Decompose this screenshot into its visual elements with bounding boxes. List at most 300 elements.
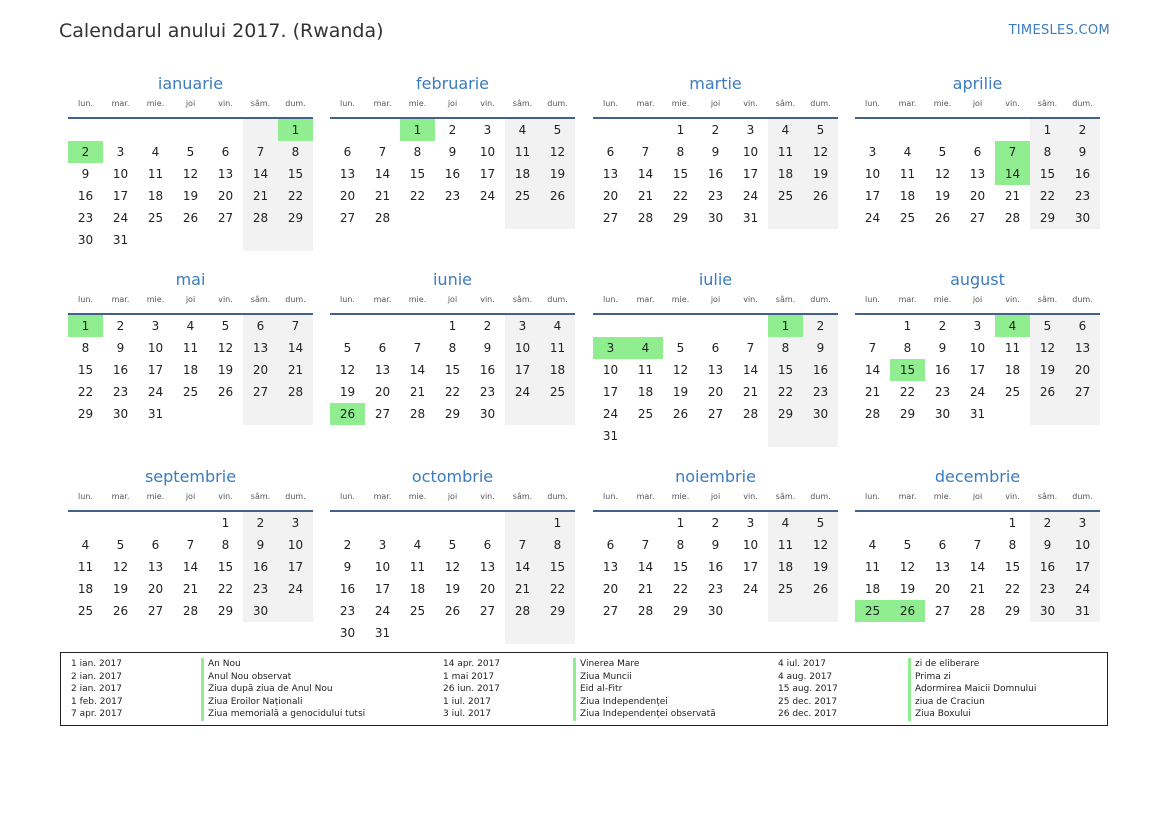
day-cell[interactable]: 15 xyxy=(77,363,94,377)
day-cell[interactable]: 23 xyxy=(444,189,461,203)
day-cell[interactable]: 24 xyxy=(864,211,881,225)
day-cell[interactable]: 11 xyxy=(505,141,540,163)
day-cell[interactable]: 15 xyxy=(672,167,689,181)
day-cell[interactable]: 19 xyxy=(217,363,234,377)
day-cell[interactable]: 25 xyxy=(768,578,803,600)
day-cell[interactable]: 12 xyxy=(217,341,234,355)
day-cell[interactable]: 2 xyxy=(803,315,838,337)
day-cell[interactable]: 4 xyxy=(186,319,195,333)
day-cell[interactable]: 23 xyxy=(803,381,838,403)
day-cell[interactable]: 20 xyxy=(1065,359,1100,381)
day-cell[interactable]: 21 xyxy=(1004,189,1021,203)
day-cell[interactable]: 9 xyxy=(343,560,352,574)
day-cell[interactable]: 11 xyxy=(182,341,199,355)
day-cell[interactable]: 8 xyxy=(903,341,912,355)
day-cell[interactable]: 6 xyxy=(378,341,387,355)
day-cell[interactable]: 27 xyxy=(339,211,356,225)
day-cell[interactable]: 2 xyxy=(243,512,278,534)
day-cell[interactable]: 28 xyxy=(969,604,986,618)
day-cell[interactable]: 22 xyxy=(278,185,313,207)
day-cell[interactable]: 1 xyxy=(768,315,803,337)
day-cell[interactable]: 20 xyxy=(479,582,496,596)
day-cell[interactable]: 23 xyxy=(243,578,278,600)
day-cell[interactable]: 18 xyxy=(1004,363,1021,377)
day-cell[interactable]: 19 xyxy=(672,385,689,399)
day-cell[interactable]: 25 xyxy=(768,185,803,207)
day-cell[interactable]: 24 xyxy=(602,407,619,421)
day-cell[interactable]: 22 xyxy=(217,582,234,596)
day-cell[interactable]: 20 xyxy=(602,189,619,203)
day-cell[interactable]: 24 xyxy=(505,381,540,403)
day-cell[interactable]: 30 xyxy=(77,233,94,247)
day-cell[interactable]: 1 xyxy=(448,319,457,333)
day-cell[interactable]: 16 xyxy=(339,582,356,596)
day-cell[interactable]: 15 xyxy=(278,163,313,185)
day-cell[interactable]: 19 xyxy=(540,163,575,185)
day-cell[interactable]: 27 xyxy=(243,381,278,403)
day-cell[interactable]: 13 xyxy=(602,560,619,574)
day-cell[interactable]: 22 xyxy=(672,189,689,203)
day-cell[interactable]: 11 xyxy=(77,560,94,574)
day-cell[interactable]: 10 xyxy=(602,363,619,377)
day-cell[interactable]: 25 xyxy=(409,604,426,618)
day-cell[interactable]: 21 xyxy=(637,582,654,596)
day-cell[interactable]: 4 xyxy=(768,512,803,534)
day-cell[interactable]: 23 xyxy=(77,211,94,225)
day-cell[interactable]: 18 xyxy=(637,385,654,399)
brand-link[interactable]: TIMESLES.COM xyxy=(1008,23,1110,38)
day-cell[interactable]: 11 xyxy=(409,560,426,574)
day-cell[interactable]: 19 xyxy=(803,556,838,578)
day-cell[interactable]: 25 xyxy=(1004,385,1021,399)
day-cell[interactable]: 29 xyxy=(1030,207,1065,229)
day-cell[interactable]: 10 xyxy=(969,341,986,355)
day-cell[interactable]: 30 xyxy=(934,407,951,421)
day-cell[interactable]: 17 xyxy=(742,167,759,181)
day-cell[interactable]: 30 xyxy=(112,407,129,421)
day-cell[interactable]: 3 xyxy=(505,315,540,337)
day-cell[interactable]: 29 xyxy=(768,403,803,425)
day-cell[interactable]: 26 xyxy=(803,578,838,600)
day-cell[interactable]: 20 xyxy=(147,582,164,596)
day-cell[interactable]: 29 xyxy=(77,407,94,421)
day-cell[interactable]: 26 xyxy=(672,407,689,421)
day-cell[interactable]: 27 xyxy=(602,211,619,225)
day-cell[interactable]: 9 xyxy=(448,145,457,159)
day-cell[interactable]: 10 xyxy=(374,560,391,574)
day-cell[interactable]: 19 xyxy=(899,582,916,596)
day-cell[interactable]: 1 xyxy=(68,315,103,337)
day-cell[interactable]: 15 xyxy=(672,560,689,574)
day-cell[interactable]: 27 xyxy=(707,407,724,421)
day-cell[interactable]: 10 xyxy=(864,167,881,181)
day-cell[interactable]: 31 xyxy=(969,407,986,421)
day-cell[interactable]: 4 xyxy=(768,119,803,141)
day-cell[interactable]: 18 xyxy=(147,189,164,203)
day-cell[interactable]: 27 xyxy=(602,604,619,618)
day-cell[interactable]: 28 xyxy=(409,407,426,421)
day-cell[interactable]: 15 xyxy=(1004,560,1021,574)
day-cell[interactable]: 26 xyxy=(112,604,129,618)
day-cell[interactable]: 7 xyxy=(746,341,755,355)
day-cell[interactable]: 4 xyxy=(81,538,90,552)
day-cell[interactable]: 17 xyxy=(374,582,391,596)
day-cell[interactable]: 19 xyxy=(182,189,199,203)
day-cell[interactable]: 1 xyxy=(540,512,575,534)
day-cell[interactable]: 4 xyxy=(540,315,575,337)
day-cell[interactable]: 27 xyxy=(969,211,986,225)
day-cell[interactable]: 16 xyxy=(243,556,278,578)
day-cell[interactable]: 9 xyxy=(711,538,720,552)
day-cell[interactable]: 17 xyxy=(112,189,129,203)
day-cell[interactable]: 17 xyxy=(278,556,313,578)
day-cell[interactable]: 14 xyxy=(969,560,986,574)
day-cell[interactable]: 5 xyxy=(803,119,838,141)
day-cell[interactable]: 18 xyxy=(768,556,803,578)
day-cell[interactable]: 13 xyxy=(707,363,724,377)
day-cell[interactable]: 26 xyxy=(934,211,951,225)
day-cell[interactable]: 1 xyxy=(278,119,313,141)
day-cell[interactable]: 14 xyxy=(742,363,759,377)
day-cell[interactable]: 25 xyxy=(182,385,199,399)
day-cell[interactable]: 15 xyxy=(444,363,461,377)
day-cell[interactable]: 28 xyxy=(637,211,654,225)
day-cell[interactable]: 22 xyxy=(768,381,803,403)
day-cell[interactable]: 22 xyxy=(540,578,575,600)
day-cell[interactable]: 13 xyxy=(1065,337,1100,359)
day-cell[interactable]: 13 xyxy=(479,560,496,574)
day-cell[interactable]: 25 xyxy=(77,604,94,618)
day-cell[interactable]: 14 xyxy=(995,163,1030,185)
day-cell[interactable]: 6 xyxy=(221,145,230,159)
day-cell[interactable]: 22 xyxy=(899,385,916,399)
day-cell[interactable]: 18 xyxy=(505,163,540,185)
day-cell[interactable]: 2 xyxy=(343,538,352,552)
day-cell[interactable]: 4 xyxy=(903,145,912,159)
day-cell[interactable]: 3 xyxy=(868,145,877,159)
day-cell[interactable]: 23 xyxy=(1065,185,1100,207)
day-cell[interactable]: 17 xyxy=(505,359,540,381)
day-cell[interactable]: 8 xyxy=(81,341,90,355)
day-cell[interactable]: 30 xyxy=(1065,207,1100,229)
day-cell[interactable]: 6 xyxy=(973,145,982,159)
day-cell[interactable]: 3 xyxy=(278,512,313,534)
day-cell[interactable]: 13 xyxy=(147,560,164,574)
day-cell[interactable]: 4 xyxy=(628,337,663,359)
day-cell[interactable]: 7 xyxy=(186,538,195,552)
day-cell[interactable]: 5 xyxy=(186,145,195,159)
day-cell[interactable]: 2 xyxy=(448,123,457,137)
day-cell[interactable]: 15 xyxy=(217,560,234,574)
day-cell[interactable]: 3 xyxy=(483,123,492,137)
day-cell[interactable]: 29 xyxy=(1004,604,1021,618)
day-cell[interactable]: 16 xyxy=(479,363,496,377)
day-cell[interactable]: 24 xyxy=(479,189,496,203)
day-cell[interactable]: 25 xyxy=(637,407,654,421)
day-cell[interactable]: 21 xyxy=(182,582,199,596)
day-cell[interactable]: 10 xyxy=(742,145,759,159)
day-cell[interactable]: 23 xyxy=(934,385,951,399)
day-cell[interactable]: 27 xyxy=(147,604,164,618)
day-cell[interactable]: 12 xyxy=(803,534,838,556)
day-cell[interactable]: 2 xyxy=(1030,512,1065,534)
day-cell[interactable]: 5 xyxy=(903,538,912,552)
day-cell[interactable]: 24 xyxy=(969,385,986,399)
day-cell[interactable]: 3 xyxy=(378,538,387,552)
day-cell[interactable]: 16 xyxy=(707,167,724,181)
day-cell[interactable]: 5 xyxy=(1030,315,1065,337)
day-cell[interactable]: 19 xyxy=(112,582,129,596)
day-cell[interactable]: 21 xyxy=(742,385,759,399)
day-cell[interactable]: 3 xyxy=(973,319,982,333)
day-cell[interactable]: 23 xyxy=(707,189,724,203)
day-cell[interactable]: 1 xyxy=(903,319,912,333)
day-cell[interactable]: 1 xyxy=(1008,516,1017,530)
day-cell[interactable]: 20 xyxy=(969,189,986,203)
day-cell[interactable]: 28 xyxy=(182,604,199,618)
day-cell[interactable]: 27 xyxy=(479,604,496,618)
day-cell[interactable]: 4 xyxy=(868,538,877,552)
day-cell[interactable]: 2 xyxy=(483,319,492,333)
day-cell[interactable]: 12 xyxy=(112,560,129,574)
day-cell[interactable]: 1 xyxy=(676,516,685,530)
day-cell[interactable]: 11 xyxy=(864,560,881,574)
day-cell[interactable]: 4 xyxy=(151,145,160,159)
day-cell[interactable]: 9 xyxy=(483,341,492,355)
day-cell[interactable]: 3 xyxy=(746,516,755,530)
day-cell[interactable]: 2 xyxy=(711,516,720,530)
day-cell[interactable]: 8 xyxy=(413,145,422,159)
day-cell[interactable]: 6 xyxy=(606,538,615,552)
day-cell[interactable]: 6 xyxy=(151,538,160,552)
day-cell[interactable]: 17 xyxy=(1065,556,1100,578)
day-cell[interactable]: 16 xyxy=(934,363,951,377)
day-cell[interactable]: 6 xyxy=(1065,315,1100,337)
day-cell[interactable]: 28 xyxy=(243,207,278,229)
day-cell[interactable]: 31 xyxy=(742,211,759,225)
day-cell[interactable]: 11 xyxy=(147,167,164,181)
day-cell[interactable]: 29 xyxy=(899,407,916,421)
day-cell[interactable]: 20 xyxy=(707,385,724,399)
day-cell[interactable]: 23 xyxy=(339,604,356,618)
day-cell[interactable]: 21 xyxy=(864,385,881,399)
day-cell[interactable]: 14 xyxy=(182,560,199,574)
day-cell[interactable]: 1 xyxy=(676,123,685,137)
day-cell[interactable]: 15 xyxy=(1030,163,1065,185)
day-cell[interactable]: 14 xyxy=(637,167,654,181)
day-cell[interactable]: 13 xyxy=(339,167,356,181)
day-cell[interactable]: 10 xyxy=(479,145,496,159)
day-cell[interactable]: 13 xyxy=(243,337,278,359)
day-cell[interactable]: 26 xyxy=(217,385,234,399)
day-cell[interactable]: 15 xyxy=(540,556,575,578)
day-cell[interactable]: 26 xyxy=(1030,381,1065,403)
day-cell[interactable]: 3 xyxy=(1065,512,1100,534)
day-cell[interactable]: 27 xyxy=(1065,381,1100,403)
day-cell[interactable]: 28 xyxy=(864,407,881,421)
day-cell[interactable]: 17 xyxy=(479,167,496,181)
day-cell[interactable]: 4 xyxy=(995,315,1030,337)
day-cell[interactable]: 14 xyxy=(864,363,881,377)
day-cell[interactable]: 9 xyxy=(1030,534,1065,556)
day-cell[interactable]: 25 xyxy=(540,381,575,403)
day-cell[interactable]: 9 xyxy=(1065,141,1100,163)
day-cell[interactable]: 17 xyxy=(969,363,986,377)
day-cell[interactable]: 21 xyxy=(505,578,540,600)
day-cell[interactable]: 2 xyxy=(116,319,125,333)
day-cell[interactable]: 14 xyxy=(409,363,426,377)
day-cell[interactable]: 5 xyxy=(343,341,352,355)
day-cell[interactable]: 14 xyxy=(505,556,540,578)
day-cell[interactable]: 30 xyxy=(479,407,496,421)
day-cell[interactable]: 20 xyxy=(934,582,951,596)
day-cell[interactable]: 16 xyxy=(707,560,724,574)
day-cell[interactable]: 6 xyxy=(711,341,720,355)
day-cell[interactable]: 5 xyxy=(116,538,125,552)
day-cell[interactable]: 22 xyxy=(444,385,461,399)
day-cell[interactable]: 19 xyxy=(803,163,838,185)
day-cell[interactable]: 29 xyxy=(540,600,575,622)
day-cell[interactable]: 5 xyxy=(803,512,838,534)
day-cell[interactable]: 1 xyxy=(221,516,230,530)
day-cell[interactable]: 21 xyxy=(409,385,426,399)
day-cell[interactable]: 31 xyxy=(374,626,391,640)
day-cell[interactable]: 13 xyxy=(969,167,986,181)
day-cell[interactable]: 24 xyxy=(112,211,129,225)
day-cell[interactable]: 1 xyxy=(1030,119,1065,141)
day-cell[interactable]: 11 xyxy=(899,167,916,181)
day-cell[interactable]: 8 xyxy=(1030,141,1065,163)
day-cell[interactable]: 7 xyxy=(505,534,540,556)
day-cell[interactable]: 7 xyxy=(278,315,313,337)
day-cell[interactable]: 3 xyxy=(116,145,125,159)
day-cell[interactable]: 19 xyxy=(1030,359,1065,381)
day-cell[interactable]: 30 xyxy=(243,600,278,622)
day-cell[interactable]: 2 xyxy=(711,123,720,137)
day-cell[interactable]: 15 xyxy=(768,359,803,381)
day-cell[interactable]: 19 xyxy=(444,582,461,596)
day-cell[interactable]: 30 xyxy=(707,211,724,225)
day-cell[interactable]: 7 xyxy=(995,141,1030,163)
day-cell[interactable]: 3 xyxy=(593,337,628,359)
day-cell[interactable]: 29 xyxy=(672,604,689,618)
day-cell[interactable]: 7 xyxy=(378,145,387,159)
day-cell[interactable]: 26 xyxy=(182,211,199,225)
day-cell[interactable]: 16 xyxy=(112,363,129,377)
day-cell[interactable]: 11 xyxy=(637,363,654,377)
day-cell[interactable]: 17 xyxy=(864,189,881,203)
day-cell[interactable]: 28 xyxy=(742,407,759,421)
day-cell[interactable]: 10 xyxy=(147,341,164,355)
day-cell[interactable]: 25 xyxy=(505,185,540,207)
day-cell[interactable]: 8 xyxy=(540,534,575,556)
day-cell[interactable]: 21 xyxy=(637,189,654,203)
day-cell[interactable]: 30 xyxy=(803,403,838,425)
day-cell[interactable]: 30 xyxy=(339,626,356,640)
day-cell[interactable]: 18 xyxy=(540,359,575,381)
day-cell[interactable]: 16 xyxy=(803,359,838,381)
day-cell[interactable]: 21 xyxy=(243,185,278,207)
day-cell[interactable]: 14 xyxy=(637,560,654,574)
day-cell[interactable]: 11 xyxy=(768,141,803,163)
day-cell[interactable]: 10 xyxy=(505,337,540,359)
day-cell[interactable]: 5 xyxy=(938,145,947,159)
day-cell[interactable]: 17 xyxy=(742,560,759,574)
day-cell[interactable]: 20 xyxy=(374,385,391,399)
day-cell[interactable]: 5 xyxy=(540,119,575,141)
day-cell[interactable]: 15 xyxy=(409,167,426,181)
day-cell[interactable]: 19 xyxy=(339,385,356,399)
day-cell[interactable]: 17 xyxy=(602,385,619,399)
day-cell[interactable]: 25 xyxy=(855,600,890,622)
day-cell[interactable]: 13 xyxy=(374,363,391,377)
day-cell[interactable]: 9 xyxy=(803,337,838,359)
day-cell[interactable]: 27 xyxy=(934,604,951,618)
day-cell[interactable]: 16 xyxy=(1030,556,1065,578)
day-cell[interactable]: 3 xyxy=(151,319,160,333)
day-cell[interactable]: 17 xyxy=(147,363,164,377)
day-cell[interactable]: 25 xyxy=(147,211,164,225)
day-cell[interactable]: 12 xyxy=(339,363,356,377)
day-cell[interactable]: 28 xyxy=(505,600,540,622)
day-cell[interactable]: 9 xyxy=(243,534,278,556)
day-cell[interactable]: 23 xyxy=(1030,578,1065,600)
day-cell[interactable]: 8 xyxy=(278,141,313,163)
day-cell[interactable]: 5 xyxy=(676,341,685,355)
day-cell[interactable]: 18 xyxy=(182,363,199,377)
day-cell[interactable]: 29 xyxy=(444,407,461,421)
day-cell[interactable]: 13 xyxy=(934,560,951,574)
day-cell[interactable]: 12 xyxy=(934,167,951,181)
day-cell[interactable]: 18 xyxy=(77,582,94,596)
day-cell[interactable]: 31 xyxy=(112,233,129,247)
day-cell[interactable]: 6 xyxy=(606,145,615,159)
day-cell[interactable]: 12 xyxy=(444,560,461,574)
day-cell[interactable]: 22 xyxy=(409,189,426,203)
day-cell[interactable]: 7 xyxy=(641,538,650,552)
day-cell[interactable]: 7 xyxy=(641,145,650,159)
day-cell[interactable]: 28 xyxy=(637,604,654,618)
day-cell[interactable]: 26 xyxy=(890,600,925,622)
day-cell[interactable]: 21 xyxy=(969,582,986,596)
day-cell[interactable]: 8 xyxy=(221,538,230,552)
day-cell[interactable]: 12 xyxy=(1030,337,1065,359)
day-cell[interactable]: 8 xyxy=(676,538,685,552)
day-cell[interactable]: 26 xyxy=(540,185,575,207)
day-cell[interactable]: 11 xyxy=(540,337,575,359)
day-cell[interactable]: 28 xyxy=(374,211,391,225)
day-cell[interactable]: 10 xyxy=(742,538,759,552)
day-cell[interactable]: 7 xyxy=(868,341,877,355)
day-cell[interactable]: 8 xyxy=(768,337,803,359)
day-cell[interactable]: 30 xyxy=(707,604,724,618)
day-cell[interactable]: 7 xyxy=(973,538,982,552)
day-cell[interactable]: 24 xyxy=(742,189,759,203)
day-cell[interactable]: 26 xyxy=(803,185,838,207)
day-cell[interactable]: 28 xyxy=(278,381,313,403)
day-cell[interactable]: 27 xyxy=(374,407,391,421)
day-cell[interactable]: 14 xyxy=(374,167,391,181)
day-cell[interactable]: 3 xyxy=(746,123,755,137)
day-cell[interactable]: 21 xyxy=(374,189,391,203)
day-cell[interactable]: 12 xyxy=(899,560,916,574)
day-cell[interactable]: 25 xyxy=(899,211,916,225)
day-cell[interactable]: 6 xyxy=(243,315,278,337)
day-cell[interactable]: 29 xyxy=(278,207,313,229)
day-cell[interactable]: 28 xyxy=(1004,211,1021,225)
day-cell[interactable]: 5 xyxy=(221,319,230,333)
day-cell[interactable]: 9 xyxy=(711,145,720,159)
